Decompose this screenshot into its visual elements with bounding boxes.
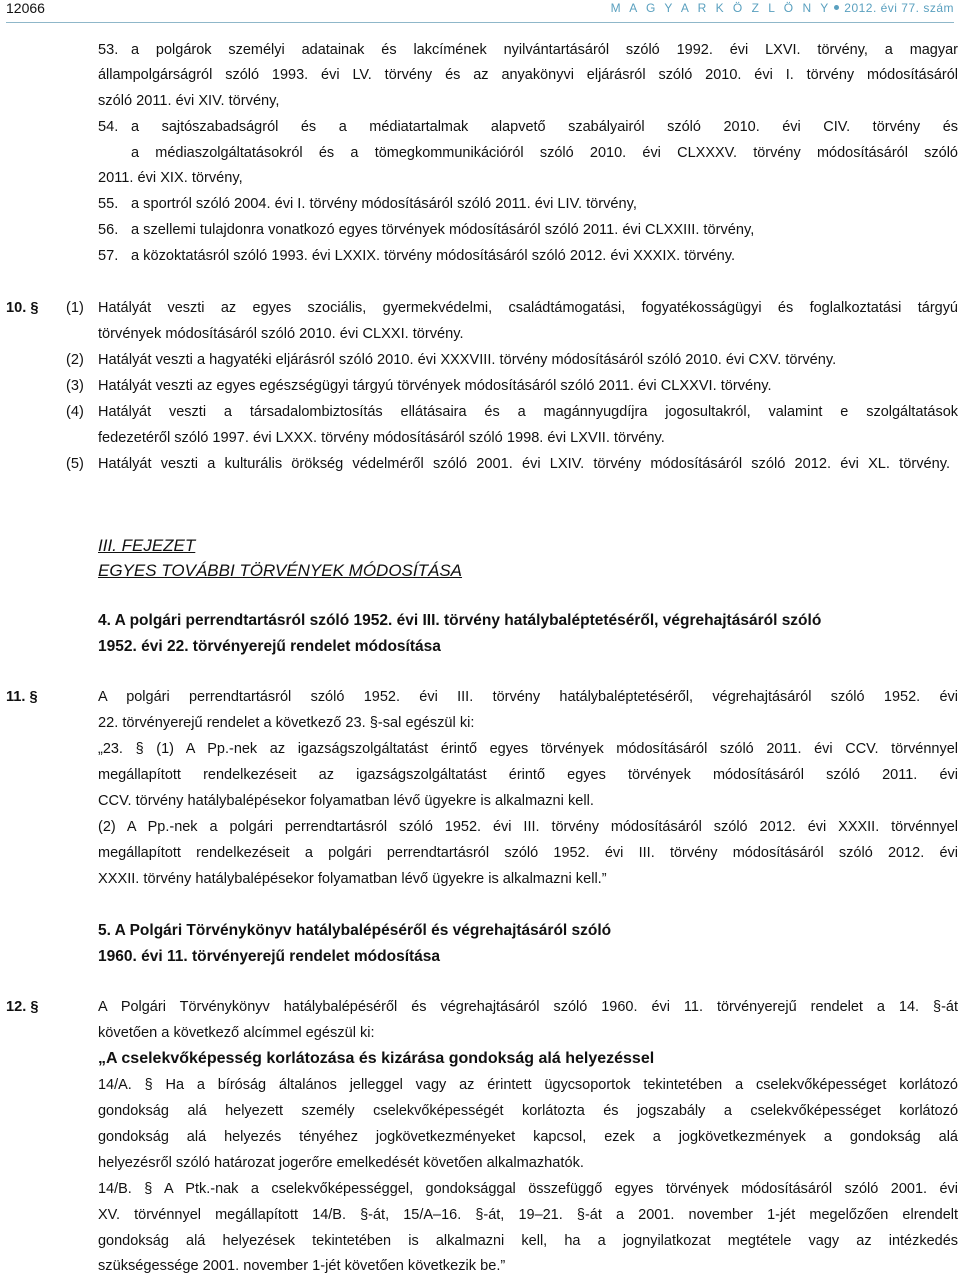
list-item-line: a médiaszolgáltatásokról és a tömegkommunikációról szóló 2010. évi CLXXXV. törvény módosításáról szóló (131, 145, 958, 161)
section-line: helyezésről szóló határozat jogerőre emelkedését követően alkalmazhatók. (98, 1155, 584, 1171)
section-line: 14/A. § Ha a bíróság általános jelleggel vagy az érintett ügycsoportok tekintetében a cselekvőképességet korlátozó (98, 1077, 958, 1093)
page-number: 12066 (6, 0, 45, 16)
section-line: 14/B. § A Ptk.-nak a cselekvőképességgel, gondoksággal összefüggő egyes törvények módosításáról szóló 2001. évi (98, 1181, 958, 1197)
page-header (6, 0, 954, 23)
section-line: szükségessége 2001. november 1-jét követően következik be.” (98, 1258, 506, 1274)
subtitle-5: 5. A Polgári Törvénykönyv hatálybalépéséről és végrehajtásáról szóló (98, 922, 612, 939)
paragraph-line: fedezetéről szóló 1997. évi LXXX. törvény módosításáról szóló 1998. évi LXVII. törvény. (98, 430, 665, 446)
section-line: XXXII. törvény hatálybalépésekor folyamatban lévő ügyekre is alkalmazni kell.” (98, 871, 607, 887)
subtitle-4: 1952. évi 22. törvényerejű rendelet módosítása (98, 638, 441, 655)
list-item-line: 2011. évi XIX. törvény, (98, 170, 243, 186)
list-item-number: 55. (98, 196, 119, 212)
section-line: gondokság alá helyezés tényéhez jogkövetkezményeket kapcsol, ezek a jogkövetkezmények a gondokság alá (98, 1129, 958, 1145)
paragraph-line: Hatályát veszti az egyes szociális, gyermekvédelmi, családtámogatási, fogyatékosságügyi és foglalkoztatási tárgyú (98, 300, 958, 316)
section-label: 11. § (6, 689, 38, 705)
section-line: A Polgári Törvénykönyv hatálybalépéséről és végrehajtásáról szóló 1960. évi 11. törvényerejű rendelet a 14. §-át (98, 999, 958, 1015)
section-line: 22. törvényerejű rendelet a következő 23. §-sal egészül ki: (98, 715, 475, 731)
list-item-line: a polgárok személyi adatainak és lakcímének nyilvántartásáról szóló 1992. évi LXVI. törvény, a magyar (131, 42, 958, 58)
section-line: XV. törvénnyel megállapított 14/B. §-át, 15/A–16. §-át, 19–21. §-át a 2001. november 1-jét megelőzően elrendelt (98, 1207, 958, 1223)
list-item-line: a sportról szóló 2004. évi I. törvény módosításáról szóló 2011. évi LIV. törvény, (131, 196, 637, 212)
journal-header (611, 1, 954, 15)
section-line: gondokság alá helyezett személy cselekvőképességét korlátozta és jogszabály a cselekvőképességet korlátozó (98, 1103, 958, 1119)
list-item-number: 53. (98, 42, 119, 58)
section-label: 12. § (6, 999, 39, 1015)
paragraph-line: Hatályát veszti az egyes egészségügyi tárgyú törvények módosításáról szóló 2011. évi CLXXVI. törvény. (98, 378, 772, 394)
list-item-number: 57. (98, 248, 119, 264)
section-line: „23. § (1) A Pp.-nek az igazságszolgáltatást érintő egyes törvények módosításáról szóló 2011. évi CCV. törvénnyel (98, 741, 958, 757)
paragraph-number: (5) (66, 456, 84, 472)
list-item-line: a szellemi tulajdonra vonatkozó egyes törvények módosításáról szóló 2011. évi CLXXIII. törvény, (131, 222, 755, 238)
paragraph-number: (3) (66, 378, 84, 394)
paragraph-number: (4) (66, 404, 84, 420)
paragraph-number: (1) (66, 300, 84, 316)
list-item-line: állampolgárságról szóló 1993. évi LV. törvény és az anyakönyvi eljárásról szóló 2010. évi I. törvény módosításáról (98, 67, 958, 83)
subtitle-5: 1960. évi 11. törvényerejű rendelet módosítása (98, 948, 441, 965)
journal-title: M A G Y A R K Ö Z L Ö N Y (610, 1, 832, 15)
list-item-line: szóló 2011. évi XIV. törvény, (98, 93, 280, 109)
chapter-number: III. FEJEZET (98, 536, 196, 555)
section-line: A polgári perrendtartásról szóló 1952. évi III. törvény hatálybaléptetéséről, végrehajtásáról szóló 1952. évi (98, 689, 958, 705)
section-line: megállapított rendelkezéseit a polgári perrendtartásról szóló 1952. évi III. törvény módosításáról szóló 2012. évi (98, 845, 958, 861)
paragraph-line: Hatályát veszti a kulturális örökség védelméről szóló 2001. évi LXIV. törvény módosításáról szóló 2012. évi XL. törvény. (98, 456, 950, 472)
paragraph-number: (2) (66, 352, 84, 368)
paragraph-line: Hatályát veszti a hagyatéki eljárásról szóló 2010. évi XXXVIII. törvény módosításáról szóló 2010. évi CXV. törvény. (98, 352, 837, 368)
section-line: követően a következő alcímmel egészül ki: (98, 1025, 375, 1041)
section-line: megállapított rendelkezéseit az igazságszolgáltatást érintő egyes törvények módosításáról szóló 2011. évi (98, 767, 958, 783)
section-line: gondokság alá helyezések tekintetében is alkalmazni kell, ha a jognyilatkozat megtétele vagy az intézkedés (98, 1233, 958, 1249)
list-item-number: 56. (98, 222, 119, 238)
section-line: (2) A Pp.-nek a polgári perrendtartásról szóló 1952. évi III. törvény módosításáról szóló 2012. évi XXXII. törvénnyel (98, 819, 958, 835)
list-item-line: a sajtószabadságról és a médiatartalmak alapvető szabályairól szóló 2010. évi CIV. törvény és (131, 119, 958, 135)
section-label: 10. § (6, 300, 39, 316)
bullet-icon (834, 5, 839, 10)
inserted-subtitle: „A cselekvőképesség korlátozása és kizárása gondokság alá helyezéssel (98, 1050, 655, 1067)
list-item-line: a közoktatásról szóló 1993. évi LXXIX. törvény módosításáról szóló 2012. évi XXXIX. törvény. (131, 248, 736, 264)
subtitle-4: 4. A polgári perrendtartásról szóló 1952. évi III. törvény hatálybaléptetéséről, végrehajtásáról szóló (98, 612, 822, 629)
paragraph-line: törvények módosításáról szóló 2010. évi CLXXI. törvény. (98, 326, 464, 342)
chapter-title: EGYES TOVÁBBI TÖRVÉNYEK MÓDOSÍTÁSA (98, 561, 463, 580)
section-line: CCV. törvény hatálybalépésekor folyamatban lévő ügyekre is alkalmazni kell. (98, 793, 594, 809)
paragraph-line: Hatályát veszti a társadalombiztosítás ellátásaira és a magánnyugdíjra jogosultakról, valamint e szolgáltatások (98, 404, 958, 420)
journal-issue: 2012. évi 77. szám (844, 1, 954, 15)
list-item-number: 54. (98, 119, 119, 135)
